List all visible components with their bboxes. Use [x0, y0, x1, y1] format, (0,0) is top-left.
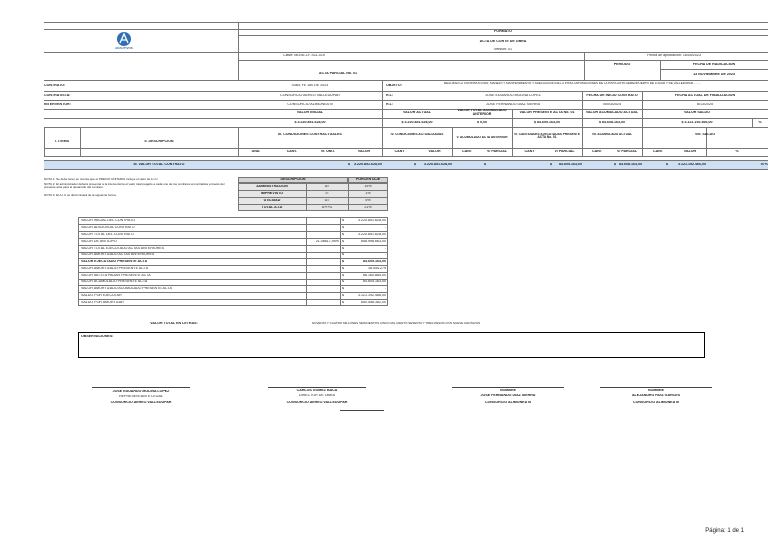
summary-cur: $	[342, 274, 344, 277]
signature-line	[600, 387, 712, 388]
summary-val: 3.220.851.628,00	[358, 233, 386, 236]
rl-value-1: JOSE EDUARDO MOLINA LOPEZ	[485, 94, 541, 97]
signature-role: REPRESENTANTE LEGAL	[119, 395, 163, 398]
sub-vr-unit: Vr. UNIT.	[320, 150, 336, 153]
sub-cant-6: CANT	[653, 150, 663, 153]
valor-total-acum-label: VALOR TOTAL ACUMULADO ANTERIOR	[457, 109, 507, 116]
interventor-value: CONSORCIO ALIMONEA III	[287, 103, 333, 106]
aiu-row-val: 15%	[364, 185, 372, 188]
descripcion-header: II. DESCRIPCIÓN	[144, 140, 174, 143]
summary-cur: $	[342, 247, 344, 250]
signature-name: JOSE EDUARDO MOLINA LOPEZ	[112, 390, 170, 393]
fecha-inicio-label: FECHA DE INICIO CONTRATO	[586, 94, 638, 97]
summary-val: 658.998.663,00	[361, 240, 386, 243]
aiu-row-label: ADMINISTRACIÓN	[256, 185, 288, 188]
aiu-row-label: IMPREVISTO	[260, 192, 284, 195]
sub-und: UND.	[251, 150, 261, 153]
sub-cant-2: CANT	[394, 150, 405, 153]
aiu-row-val: 21%	[364, 206, 372, 209]
summary-label: VALOR AMORTIZADO ACTAS ANTERIORES	[81, 253, 155, 256]
observaciones-box[interactable]	[78, 332, 705, 358]
summary-val: 18.444.279	[368, 267, 386, 270]
signature-role: DIRECTOR DE OBRA	[299, 394, 335, 397]
nota-3: NOTA 3: El A.I.U se discriminará de la siguiente forma.	[44, 194, 117, 197]
aiu-row-sym: U=	[324, 199, 330, 202]
summary-label: SALDO POR AMORTIZAR	[81, 301, 124, 304]
sub-percent: %	[735, 150, 739, 153]
summary-cur: $	[342, 287, 344, 290]
acta-sheet	[44, 22, 768, 367]
logo-text: ARAUTIVOS	[115, 47, 133, 50]
valor-saldo-value: $ 3.121.192.466,00	[681, 121, 713, 124]
signature-role: ALEJANDRO RUIZ GARCES	[631, 394, 681, 397]
valor-letras-value: NOVENTA Y CUATRO MILLONES SEISCIENTOS CINCO MIL CIENTO SESENTA Y TRES PESOS CON NUEVE CENTAVOS	[312, 322, 481, 325]
total-cur-6: $	[666, 163, 668, 166]
page-number: Página: 1 de 1	[705, 528, 744, 534]
acta-parcial-title: ACTA PARCIAL No. 01	[318, 72, 357, 75]
signature-name: CARLOS GOMEZ BACA	[296, 389, 338, 392]
cond-actualizadas-header: IV. CONDICIONES ACTUALIZADAS	[390, 133, 444, 136]
objeto-label: OBJETO:	[386, 84, 402, 87]
sub-vparcial-3: V/ PARCIAL	[486, 150, 508, 153]
cond-contractuales-header: III. CONDICIONES CONTRACTUALES	[278, 133, 342, 136]
summary-cur: $	[342, 301, 344, 304]
summary-val: 3.121.192.466,00	[358, 294, 386, 297]
summary-cur: $	[342, 280, 344, 283]
rl-value-2: JOSE FERNANDO DIAZ SIERRA	[485, 103, 541, 106]
signature-org: CONSORCIO ALIMONEA III	[632, 401, 680, 404]
summary-label: VALOR TOTAL EJECUTADO ACTAS ANTERIORES	[81, 247, 165, 250]
signature-line	[92, 387, 190, 388]
fecha-radicacion-value: 13 NOVIEMBRE DE 2024	[693, 73, 735, 76]
periodo-label: PERIODO	[613, 63, 631, 66]
total-percent: 97%	[760, 163, 768, 166]
contratista-value: CONSORCIO AEREO VALLEDUPAR	[280, 94, 340, 97]
valor-saldo-label: VALOR SALDO	[684, 111, 710, 114]
fecha-final-value: 8/13/2025	[697, 103, 713, 106]
summary-label: VALOR AMORTIZADO ACUMULADO PRESENTE ACTA	[81, 287, 172, 290]
summary-label: VALOR ADICIÓN AL CONTRATO	[81, 226, 135, 229]
acum-actual-header: VII. ACUMULADO ACTUAL	[591, 133, 633, 136]
summary-cur: $	[342, 219, 344, 222]
fecha-inicio-value: 05/03/2024	[603, 103, 621, 106]
sub-cant: CANT.	[286, 150, 298, 153]
summary-val: -	[384, 247, 386, 250]
sub-valor: VALOR	[357, 150, 371, 153]
summary-cur: $	[342, 253, 344, 256]
valor-acum-actual-value: $ 84.608.163,00	[599, 121, 625, 124]
sub-vparcial-5: V/ PARCIAL	[616, 150, 638, 153]
aiu-porcentaje-header: PORCENTAJE	[355, 178, 381, 181]
sub-cant-4: CANT	[524, 150, 535, 153]
sub-cant-5: CANT	[592, 150, 602, 153]
rl-label-2: R.L:	[386, 103, 393, 106]
cant-ejecutadas-header: VI. CANTIDADES EJECUTADAS PRESENTE ACTA No. 01	[513, 133, 580, 140]
aiu-row-val: 1%	[365, 192, 371, 195]
summary-cur: $	[342, 240, 344, 243]
signature-name: NOMBRE	[648, 389, 664, 392]
summary-label: SALDO POR EJECUTAR	[81, 294, 122, 297]
contratista-label: CONTRATISTA:	[44, 94, 71, 97]
signature-org: CONSORCIO AEREO VALLEDUPAR	[286, 401, 348, 404]
summary-val: -	[384, 226, 386, 229]
acta-title: ACTA DE CORTE DE OBRA	[479, 40, 527, 43]
summary-val: 84.605.163,00	[363, 280, 386, 283]
total-cur-3: $	[484, 163, 486, 166]
summary-label: VALOR TOTAL DEL CONTRATO	[81, 233, 134, 236]
summary-cur: $	[342, 260, 344, 263]
clave: Clave: MOSE-LF-S11-019	[283, 54, 325, 57]
aiu-row-label: UTILIDAD	[263, 199, 281, 202]
nota-2: NOTA 2: El administrador deberá presentar a la interventoría el valor total pagado a cada uno de los contratos al contratista a través del presente acta para el desarrollo del contrato.	[44, 183, 225, 190]
sub-valor-2: VALOR	[428, 150, 441, 153]
total-cur-2: $	[414, 163, 416, 166]
sub-vparcial-4: V/ PARCIAL	[554, 150, 575, 153]
total-cur-5: $	[614, 163, 616, 166]
summary-val: 84.605.163,00	[363, 260, 386, 263]
summary-cur: $	[342, 226, 344, 229]
summary-cur: $	[342, 233, 344, 236]
version: Versión: 01	[494, 48, 512, 51]
summary-val: 3.220.851.628,00	[358, 219, 386, 222]
interventor-label: INTERVENTOR:	[44, 103, 71, 106]
objeto-value: REALIZAR LA CONSTRUCCIÓN, MANEJO Y MANTENIMIENTO Y ADECUACIÓN DE LA PISTA ANTOMACIONES DE LA PISTA ANTO AEREOPUERTO DE LUGAR Y DE VALLEDUPAR..........	[444, 82, 702, 85]
valor-actual-value: $ 3.220.851.628,00	[401, 121, 433, 124]
valor-inicial-value: $ 3.220.851.628,00	[294, 121, 326, 124]
total-val-2: 3.220.851.628,00	[424, 163, 452, 166]
total-val-4: 84.605.163,00	[559, 163, 582, 166]
total-val-1: 3.220.851.628,00	[354, 163, 382, 166]
summary-val: -	[384, 287, 386, 290]
summary-label: VALOR EJECUTADO PRESENTE ACTA	[81, 260, 148, 263]
aiu-row-label: TOTAL A.I.U	[261, 206, 283, 209]
total-contrato-label: III. VALOR TOTAL CONTRATO	[133, 163, 185, 166]
summary-label: VALOR NETO A PAGAR PRESENTE ACTA	[81, 274, 151, 277]
saldo-header: VIII. SALDO	[695, 133, 715, 136]
aiu-descripcion-header: DESCRIPCIÓN	[280, 178, 306, 181]
signature-name: NOMBRE	[500, 389, 516, 392]
aiu-row-sym: A+I+U	[321, 206, 333, 209]
total-val-5: 84.608.163,00	[619, 163, 642, 166]
valor-presente-label: VALOR PRESENTE ACTA No. 01	[519, 111, 575, 114]
aiu-row-sym: A=	[324, 185, 330, 188]
total-val-6: 3.121.192.466,00	[678, 163, 706, 166]
summary-val: 650.558.362,00	[361, 301, 386, 304]
summary-mid: 21.08617,95%	[315, 240, 339, 243]
signature-extra-line	[340, 410, 384, 411]
contrato-label: CONTRATO:	[44, 84, 66, 87]
sub-valor-6: VALOR	[683, 150, 697, 153]
signature-line	[268, 387, 366, 388]
acum-anterior-header: V. ACUMULADO ACTA ANTERIOR	[456, 136, 508, 139]
summary-label: VALOR ACUMULADO PRESENTE ACTA	[81, 280, 148, 283]
formato-label: FORMATO	[494, 30, 512, 33]
summary-label: VALOR AMORTIZADO PRESENTE ACTA	[81, 267, 149, 270]
rl-label-1: R.L:	[386, 94, 393, 97]
aiu-row-val: 5%	[365, 199, 371, 202]
total-cur-1: $	[348, 163, 350, 166]
sub-cant-3: CANT	[462, 150, 472, 153]
valor-total-acum-value: $ 0,00	[477, 121, 487, 124]
summary-label: VALOR INICIAL DEL CONTRATO	[81, 219, 136, 222]
valor-letras-label: VALOR TOTAL EN LETRAS:	[150, 322, 198, 325]
summary-val: 66.160.884,00	[363, 274, 386, 277]
fecha-radicacion-label: FECHA DE RADICACIÓN	[692, 63, 736, 66]
signature-line	[452, 387, 564, 388]
contrato-value: 038/1 FE 160 DE 2023	[291, 84, 329, 87]
summary-cur: $	[342, 294, 344, 297]
items-header: I. ITEMS	[55, 140, 69, 143]
summary-label: VALOR DE ANTICIPO	[81, 240, 117, 243]
summary-val: -	[384, 253, 386, 256]
signature-org: CONSORCIO AEREO VALLEDUPAR	[110, 401, 172, 404]
valor-acum-actual-label: VALOR ACUMULADO ACTUAL	[585, 111, 639, 114]
summary-cur: $	[342, 267, 344, 270]
total-cur-4: $	[550, 163, 552, 166]
fecha-final-label: FECHA ACTUAL DE FINALIZACIÓN	[674, 94, 736, 97]
valor-presente-value: $ 84.605.163,00	[534, 121, 560, 124]
nota-1: NOTA 1: Se debe tener en cuenta que el PRECIO UNITARIO incluye el valor de A.I.U.	[44, 178, 159, 181]
valor-inicial-label: VALOR INICIAL	[296, 111, 324, 114]
signature-role: JOSE FERNANDO DIAZ SIERRA	[480, 394, 536, 397]
percent-sign: %	[758, 121, 762, 124]
fecha-aprobacion: Fecha de aprobación: 16/05/2023	[647, 54, 701, 57]
valor-actual-label: VALOR ACTUAL	[403, 111, 431, 114]
aiu-row-sym: I=	[325, 192, 329, 195]
observaciones-label: OBSERVACIONES:	[81, 335, 114, 338]
signature-org: CONSORCIO ALIMONEA III	[484, 401, 532, 404]
